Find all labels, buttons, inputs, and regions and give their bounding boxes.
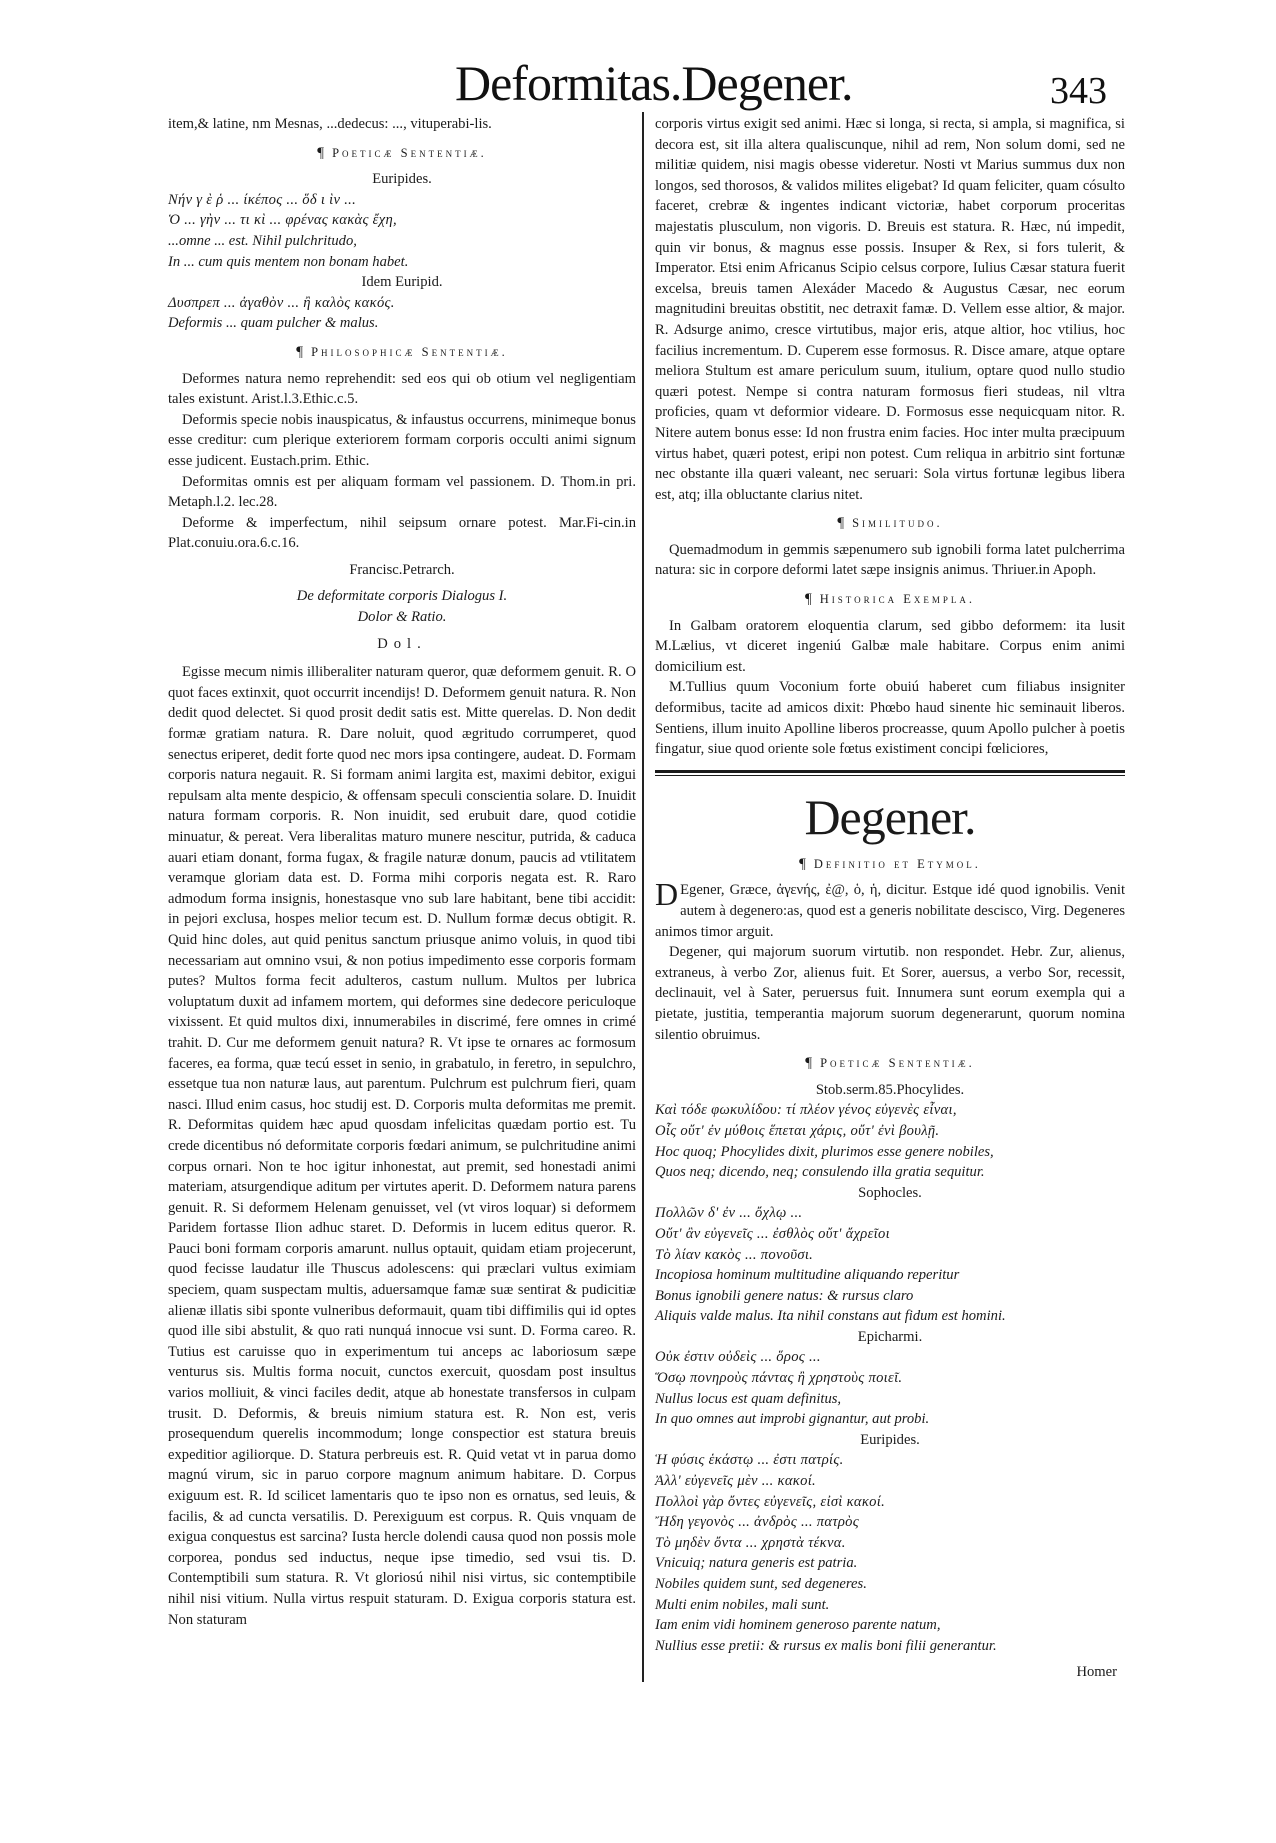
verse-line: Καὶ τόδε φωκυλίδου: τί πλέον γένος εὐγενὲς εἶναι,	[655, 1102, 957, 1119]
dialogue-title: De deformitate corporis Dialogus I.	[296, 588, 508, 605]
verse-line: Ἀλλ' εὐγενεῖς μὲν ... κακοί.	[655, 1473, 816, 1490]
author-heading-stobaeus: Stob.serm.85.Phocylides.	[815, 1081, 965, 1098]
verse-line: Ὅσῳ πονηροὺς πάντας ἢ χρηστοὺς ποιεῖ.	[655, 1370, 903, 1387]
author-heading-epicharmus: Epicharmi.	[857, 1328, 923, 1345]
right-column	[655, 114, 1125, 1683]
exemplum-paragraph: M.Tullius quum Voconium forte obuiú haberet cum filiabus insigniter deformibus, tacite ad amicos dixit: Phœbo haud sinente hic seminauit liberos. Sentiens, illum inuito Apolline liberos procreasse, quum Apollo pulcher à poetis fingatur, siue quod oriente sole fœtus existiment concipi fœliciores,	[655, 679, 1125, 758]
verse-line: Deformis ... quam pulcher & malus.	[168, 315, 379, 332]
speaker-label: Dol.	[377, 635, 427, 652]
verse-line: In quo omnes aut improbi gignantur, aut probi.	[655, 1411, 930, 1428]
section-heading-poeticae-2: ¶ Poeticæ Sententiæ.	[805, 1055, 975, 1072]
sententia-paragraph: Deformes natura nemo reprehendit: sed eos qui ob otium vel negligentiam tales existunt. Arist.l.3.Ethic.c.5.	[168, 370, 636, 408]
dialogue-speakers: Dolor & Ratio.	[357, 609, 447, 626]
author-heading-euripides-2: Euripides.	[860, 1431, 920, 1448]
pilcrow-icon: ¶	[317, 144, 325, 161]
verse-line: In ... cum quis mentem non bonam habet.	[168, 253, 409, 270]
intro-line: item,& latine, nm Mesnas, ...dedecus: ..., vituperabi-lis.	[168, 116, 492, 132]
verse-line: Incopiosa hominum multitudine aliquando reperitur	[655, 1267, 960, 1284]
verse-line: Nullus locus est quam definitus,	[655, 1390, 842, 1407]
verse-line: Vnicuiq; natura generis est patria.	[655, 1555, 858, 1572]
definitio-paragraph: DEgener, Græce, ἀγενής, ἐ@, ὁ, ἡ, dicitur. Estque idé quod ignobilis. Venit autem à degenero:as, quod est a generis nobilitate descisco, Virg. Degeneres animos timor arguit.	[655, 876, 1125, 940]
pilcrow-icon: ¶	[296, 343, 304, 360]
verse-line: Τὸ μηδὲν ὄντα ... χρηστὰ τέκνα.	[655, 1534, 846, 1551]
author-heading-sophocles: Sophocles.	[858, 1184, 922, 1201]
definitio-paragraph: Degener, qui majorum suorum virtutib. non respondet. Hebr. Zur, alienus, extraneus, à verbo Zor, alienus fuit. Et Sorer, auersus, a verbo Sor, recessit, declinauit, vel à Sater, peruersus fuit. Innumera sunt eorum exempla qui a pietate, justitia, temperantia majorum suorum degenerarunt, quorum nomina silentio obruimus.	[655, 944, 1125, 1043]
verse-line: Bonus ignobili genere natus: & rursus claro	[655, 1287, 914, 1304]
verse-line: Δυσπρεπ ... ἀγαθὸν ... ἢ καλὸς κακός.	[168, 294, 395, 311]
similitudo-paragraph: Quemadmodum in gemmis sæpenumero sub ignobili forma latet pulcherrima natura: sic in corpore deformi latet sæpe insignis animus. Thriuer.in Apoph.	[655, 541, 1125, 579]
section-heading-definitio: ¶ Definitio et Etymol.	[799, 855, 981, 872]
column-divider	[642, 112, 644, 1682]
catchword: Homer	[1076, 1664, 1117, 1681]
verse-line: Iam enim vidi hominem generoso parente natum,	[655, 1617, 941, 1634]
continuation-paragraph: corporis virtus exigit sed animi. Hæc si longa, si recta, si ampla, si magnifica, si decora est, sit illa altera qualiscunque, nihil ad rem, Non solum domi, sed ne militiæ quidem, nisi magis obesse videretur. Nosti vt Marius summus dux non longos, sed thorosos, & validos milites eligebat? Id quam feliciter, quam cósulto faceret, crebræ & ingentes indicant victoriæ, habet corporum proceritas majestatis plusculum, non vigoris. D. Breuis est statura. R. Hæc, nú impedit, quin vir bonus, & magnus esse possis. Insuper & Rex, si fors tulerit, & Imperator. Etsi enim Africanus Scipio celsus corpore, Iulius Cæsar statura fuerit excelsa, breuis tamen Alexáder Macedo & Augustus Cæsar, nec eorum magnitudini breuitas obstitit, nec detraxit famæ. D. Vellem esse altior, & major. R. Adsurge animo, cresce virtutibus, major eris, atque altior, hoc vtilius, hoc facilius incrementum. D. Cuperem esse formosus. R. Disce amare, atque optare meliora Stultum est amare periculum suum, itulium, optare quod nullo studio quæri potest. Nempe si contra naturam formosus fieri studeas, nil vltra proficies, quam vt deformior videare. D. Formosus esse nequicquam nitor. R. Nitere autem bonus esse: Id non frustra enim facies. Hoc inter multa præcipuum virtus habet, quæri potest, eripi non potest. Cum reliqua in arbitrio sint fortunæ nec obstante illa quæri valeant, nec seruari: Sola virtus fortunæ legibus libera est, atq; illa obluctante clarius nitet.	[655, 116, 1125, 503]
author-heading-euripides: Euripides.	[372, 171, 432, 188]
pilcrow-icon: ¶	[837, 515, 845, 532]
sententia-paragraph: Deformis specie nobis inauspicatus, & infaustus occurrens, minimeque bonus esse creditur: cum plerique exteriorem formam corporis occulti animi signum esse judicent. Eustach.prim. Ethic.	[168, 411, 636, 469]
section-rule-thin	[655, 775, 1125, 776]
running-head: Deformitas.Degener.	[455, 55, 853, 111]
entry-heading: Degener.	[804, 788, 976, 845]
verse-line: Οὔτ' ἂν εὐγενεῖς ... ἐσθλὸς οὔτ' ἄχρεῖοι	[655, 1225, 890, 1242]
sententia-paragraph: Deforme & imperfectum, nihil seipsum ornare potest. Mar.Fi-cin.in Plat.conuiu.ora.6.c.16.	[168, 514, 636, 552]
author-heading-idem: Idem Euripid.	[361, 274, 443, 291]
verse-line: Οἷς οὔτ' ἐν μύθοις ἕπεται χάρις, οὔτ' ἐνὶ βουλῇ.	[655, 1122, 940, 1139]
verse-line: Hoc quoq; Phocylides dixit, plurimos esse genere nobiles,	[655, 1143, 994, 1160]
verse-line: Ἤδη γεγονὸς ... ἀνδρὸς ... πατρὸς	[655, 1514, 859, 1531]
verse-line: Πολλῶν δ' ἐν ... ὄχλῳ ...	[655, 1205, 803, 1222]
verse-line: ...omne ... est. Nihil pulchritudo,	[168, 232, 357, 249]
sententia-paragraph: Deformitas omnis est per aliquam formam vel passionem. D. Thom.in pri. Metaph.l.2. lec.28.	[168, 473, 636, 511]
verse-line: Quos neq; dicendo, neq; consulendo illa gratia sequitur.	[655, 1164, 985, 1181]
left-column	[168, 114, 636, 1630]
section-heading-poeticae: ¶ Poeticæ Sententiæ.	[317, 144, 487, 161]
verse-line: Nullius esse pretii: & rursus ex malis boni filii generantur.	[655, 1637, 997, 1654]
author-heading-petrarch: Francisc.Petrarch.	[349, 561, 455, 578]
verse-line: Multi enim nobiles, mali sunt.	[655, 1596, 830, 1613]
verse-line: Nobiles quidem sunt, sed degeneres.	[655, 1576, 867, 1592]
pilcrow-icon: ¶	[799, 855, 806, 872]
verse-line: Aliquis valde malus. Ita nihil constans aut fidum est homini.	[655, 1308, 1006, 1325]
pilcrow-icon: ¶	[804, 591, 812, 608]
section-rule-thick	[655, 770, 1125, 773]
section-heading-historica: ¶ Historica Exempla.	[804, 591, 976, 608]
pilcrow-icon: ¶	[805, 1055, 813, 1072]
section-heading-philosophicae: ¶ Philosophicæ Sententiæ.	[296, 343, 508, 360]
section-heading-similitudo: ¶ Similitudo.	[837, 515, 943, 532]
verse-line: Τὸ λίαν κακὸς ... πονοῦσι.	[655, 1246, 814, 1263]
dialogue-paragraph: Egisse mecum nimis illiberaliter naturam queror, quæ deformem genuit. R. O quot faces extinxit, quot occurrit incendijs! D. Deformem genuit natura. R. Non dedit quod delectet. Si quod prosit dedit satis est. Mitte querelas. D. Non dedit formæ gratiam natura. R. Dare noluit, quod ægritudo corrumperet, quod senectus eriperet, dedit forte quod nec mors ipsa contingere, audeat. D. Formam corporis natura negauit. R. Si formam animi largita est, maximi debitor, exigui repulsam alta mente despicio, & offensam speculi conscientia solare. D. Inuidit natura formam corporis. R. Non inuidit, sed erubuit dare, quod cotidie minuatur, & pereat. Vera liberalitas maturo munere nescitur, putrida, & caduca auari etiam donant, forma fugax, & fragile naturæ donum, paucis ad vtilitatem veramque gloriam data est. D. Forma mihi corporis negata est. R. Raro admodum forma insignis, honestasque vno sub lare habitant, bene tibi accidit: in pejori exclusa, hospes melior tecum est. D. Nullum formæ decus obtigit. R. Quid hinc doles, aut quid penitus sanctum priusque animo voluis, in quod tibi necessariam aut omnino vsui, & non potius impedimento esse corporis formam putes? Multos forma fecit adulteros, castum nullum. Multos per lubrica voluptatum duxit ad infamem mortem, qui deformes sine dedecore periculoque vixissent. Et quid multos dixi, innumerabiles in discrimé, fere omnes in crimé trahit. D. Cur me deformem genuit natura? R. Vt ipse te ornares ac formosum faceres, ea forma, quæ tecú esset in senio, in grabatulo, in feretro, in sepulchro, essetque tua non naturæ laus, aut parentum. Pulchrum est pulchrum fieri, quam nasci. Illud enim casus, hoc studij est. D. Corporis multa deformitas me premit. R. Deformitas quidem hæc apud quosdam infelicitas quædam portio est. Tu crede dicentibus nó deformitate corporis fœdari animum, se pulchritudine animi corpus ornari. Non te hoc igitur inhonestat, aut premit, sed honestadi animi materiam, atsurgendique aditum per virtutes aperit. D. Deformem natura parens genuit. R. Si deformem Helenam genuisset, vel (vt viros loquar) si deformem Paridem fortasse Ilion adhuc staret. D. Deformis in lucem editus queror. R. Pauci boni formam corporis amarunt. nullus optauit, quidam etiam projecerunt, quod fecisse laudatur ille Thuscus adolescens: qui præclari vultus eximiam speciem, quam suspectam multis, aduersamque famæ suæ sentirat & pudicitiæ alienæ illatis sibi sponte vulneribus deformauit, quam tibi diffimilis qui id optes quod ille sibi abstulit, & quo rati nunquá innocue vsi sunt. D. Forma careo. R. Tutius est caruisse quo in experimentum tui anceps ac laboriosum sæpe venturus sis. Multis forma nocuit, cunctos exercuit, quosdam post insultus varios molliuit, & vinci faciles dedit, atque ab honestate transfersos in culpam trusit. D. Deformis, & breuis nimium statura est. R. Non est, veris prosequendum querelis incommodum; longe conspectior est statura breuis expeditior agiliorque. D. Statura perbreuis est. R. Quid vetat vt in parua domo magnú virum, sic in paruo corpore magnum animum habitare. D. Corpus exiguum est. R. Id scilicet lamentaris quo te ipso non es ornatus, sed leuis, & facilis, & ad cuncta versatilis. D. Perexiguum est corpus. R. Quis vnquam de exigua conquestus est sarcina? Iusta hercle dolendi causa quod non possis mole corporea, pondus sed inductus, neque ipse timedio, sed vsui tis. D. Contemptibili sum statura. R. Vt gloriosú nihil nisi virtus, sic contemptibile nihil nisi vitium. Nulla virtus respuit staturam. D. Exigua corporis statura est. Non staturam	[168, 664, 636, 1628]
exemplum-paragraph: In Galbam oratorem eloquentia clarum, sed gibbo deformem: ita lusit M.Lælius, vt diceret ingeniú Galbæ male habitare. Corpus enim animi domicilium est.	[655, 617, 1125, 675]
verse-line: Οὐκ ἐστιν οὐδεὶς ... ὅρος ...	[655, 1349, 821, 1366]
page-number: 343	[1050, 70, 1107, 112]
verse-line: Νήν γ ὲ ῥ ... ίκέπος ... ὅδ ι ὶν ...	[168, 191, 357, 208]
verse-line: Ὁ ... γὴν ... τι κὶ ... φρένας κακὰς ἔχη,	[168, 212, 397, 229]
verse-line: Πολλοὶ γὰρ ὄντες εὐγενεῖς, εἰσὶ κακοί.	[655, 1493, 886, 1510]
verse-line: Ἡ φύσις ἑκάστῳ ... ἐστι πατρίς.	[655, 1452, 844, 1469]
